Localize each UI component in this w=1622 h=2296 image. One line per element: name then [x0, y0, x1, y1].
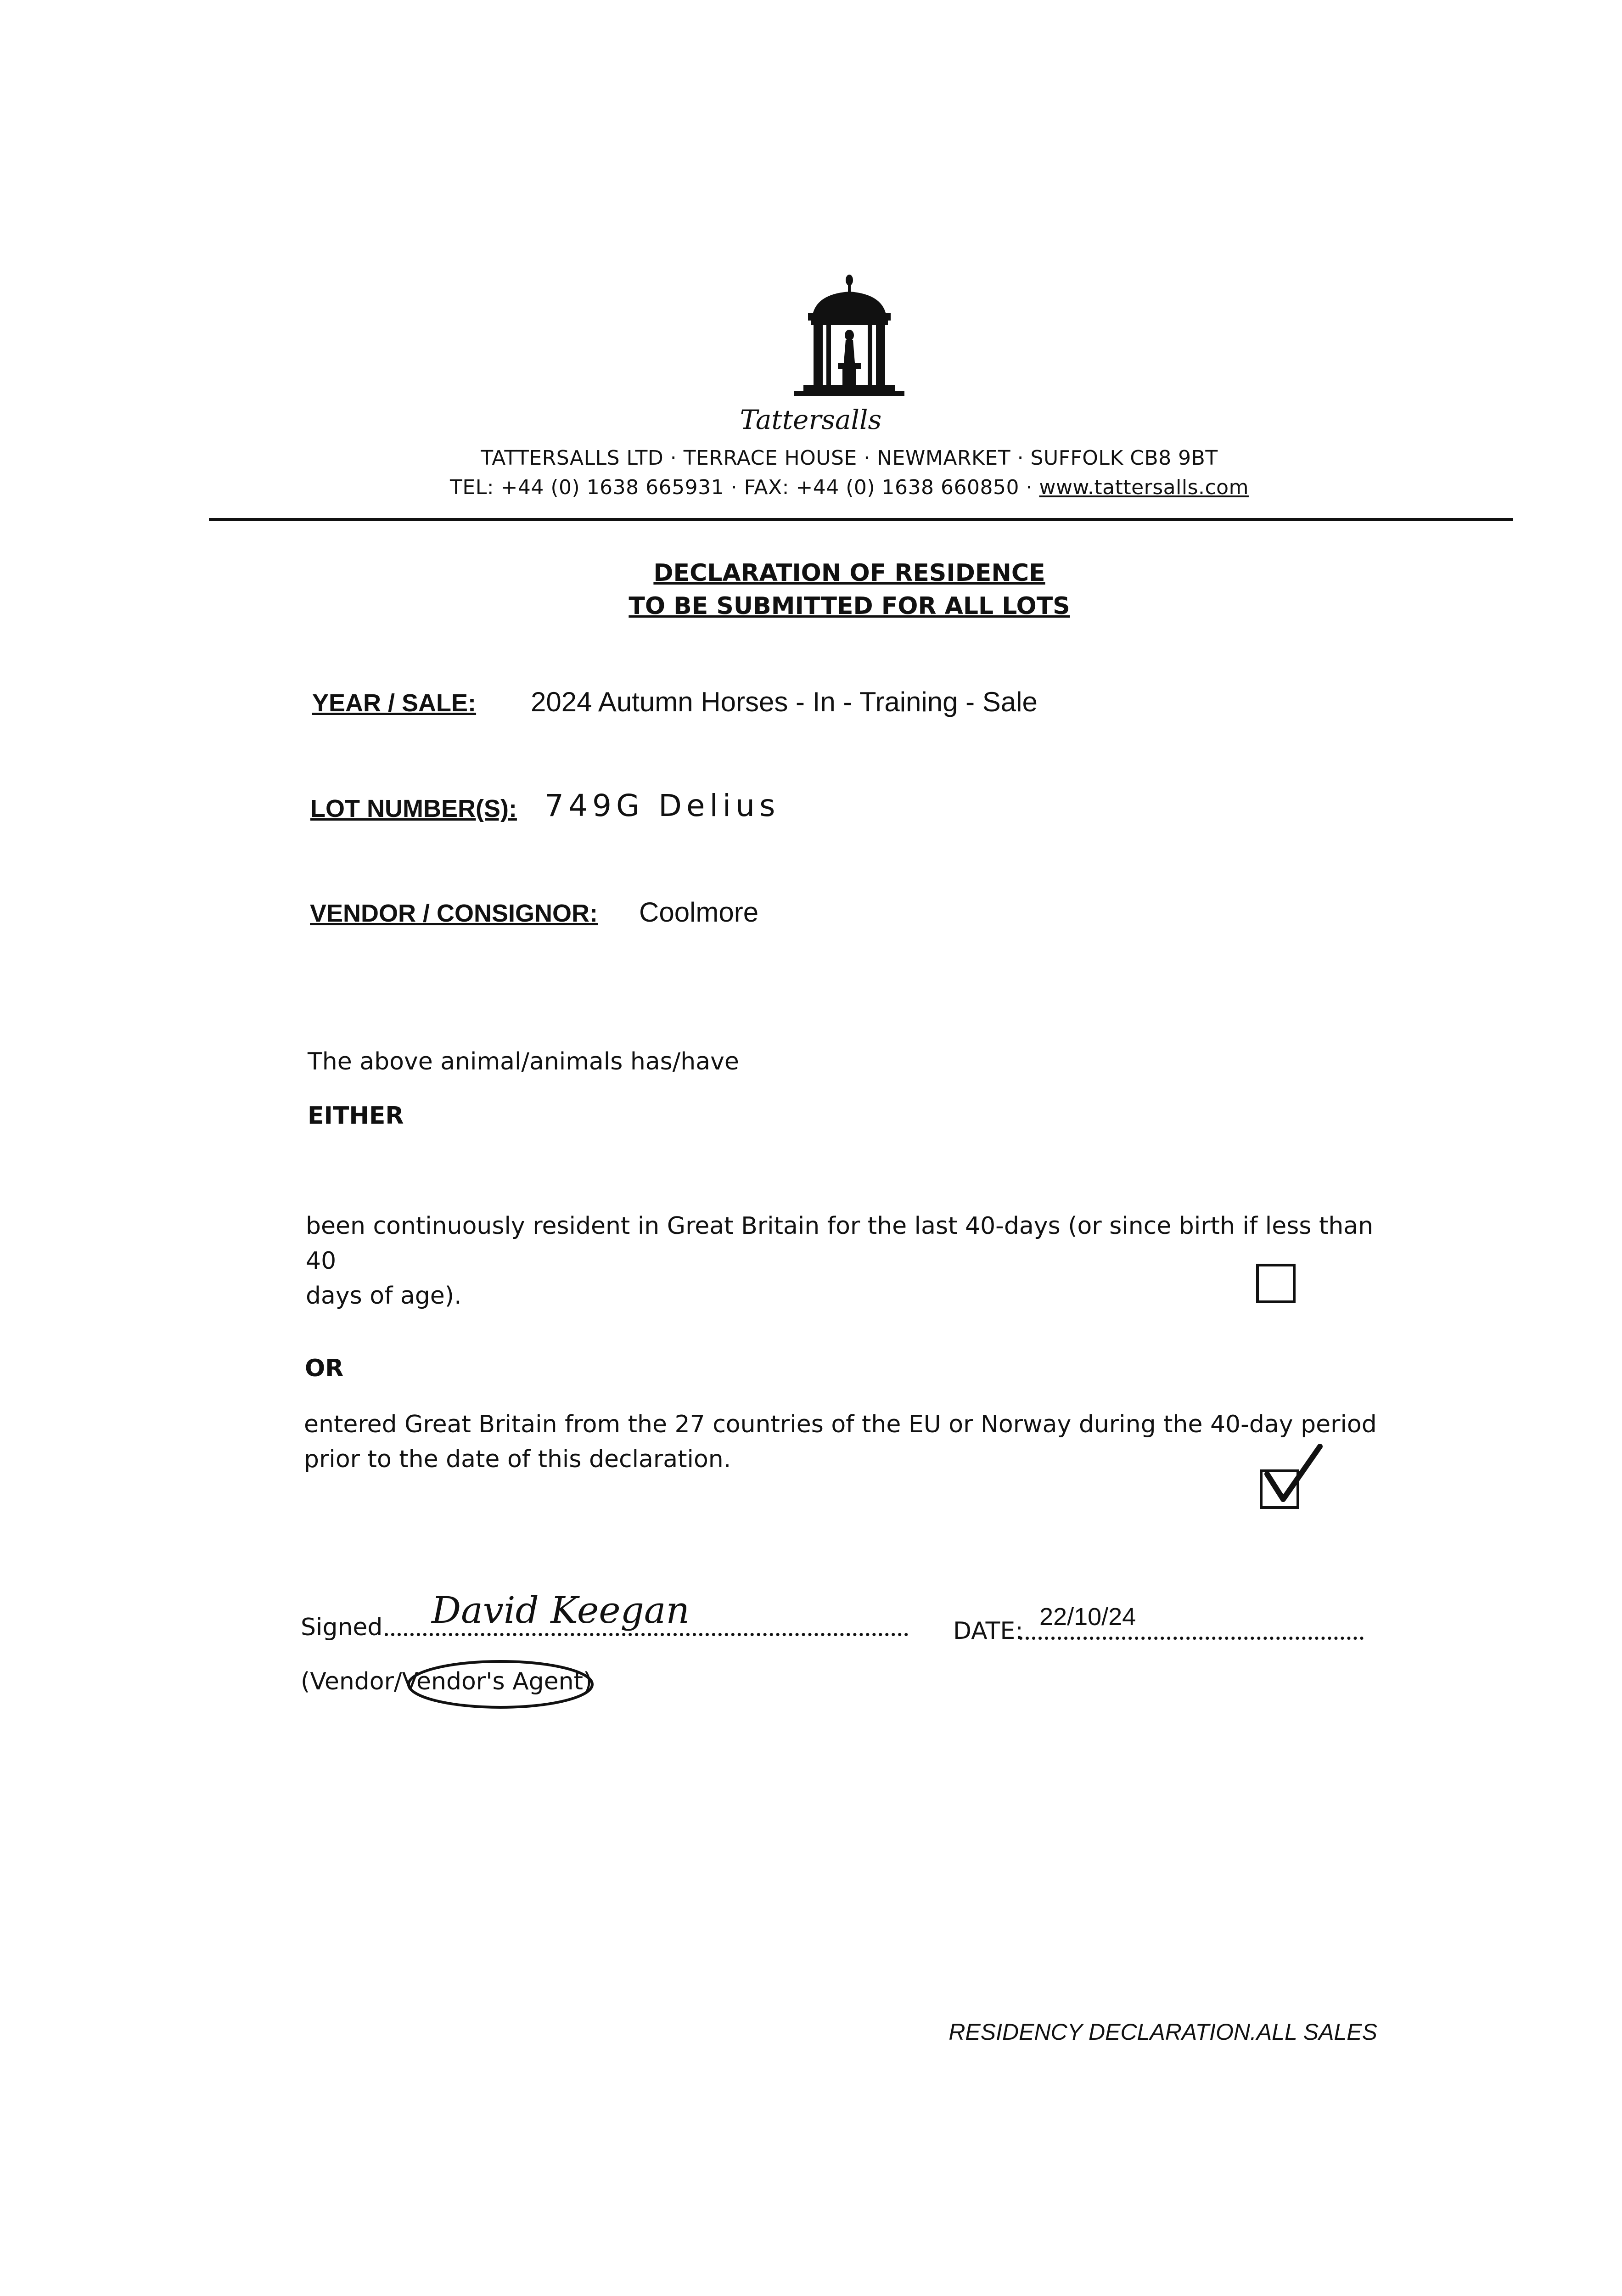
form-title: DECLARATION OF RESIDENCE	[653, 559, 1045, 587]
signature: David Keegan	[432, 1589, 690, 1632]
option1-text	[306, 1209, 1408, 1313]
vendor-label: VENDOR / CONSIGNOR:	[310, 900, 598, 927]
date-value: 22/10/24	[1039, 1603, 1136, 1631]
option2-line2: prior to the date of this declaration.	[304, 1446, 731, 1473]
contact-phone-fax: TEL: +44 (0) 1638 665931 · FAX: +44 (0) 1638 660850 ·	[450, 476, 1033, 499]
signature-line	[385, 1633, 908, 1636]
role-circle-annotation	[399, 1651, 601, 1720]
either-heading: EITHER	[308, 1102, 404, 1130]
option1-checkbox[interactable]	[1256, 1264, 1296, 1303]
lot-number-label: LOT NUMBER(S):	[310, 795, 517, 822]
date-line	[1019, 1637, 1364, 1640]
year-sale-label: YEAR / SALE:	[312, 689, 477, 717]
address-line: TATTERSALLS LTD · TERRACE HOUSE · NEWMARKET · SUFFOLK CB8 9BT	[481, 446, 1218, 470]
option1-line1: been continuously resident in Great Britain for the last 40-days (or since birth if less than 40	[306, 1212, 1374, 1275]
header-rule	[209, 518, 1513, 521]
vendor-value: Coolmore	[639, 897, 759, 928]
signer-role: (Vendor/Vendor's Agent)	[301, 1668, 593, 1695]
statement-intro: The above animal/animals has/have	[308, 1048, 739, 1075]
lot-number-value: 749G Delius	[544, 788, 780, 823]
tattersalls-logo	[780, 271, 918, 409]
year-sale-value: 2024 Autumn Horses - In - Training - Sale	[531, 687, 1038, 717]
form-footer: RESIDENCY DECLARATION.ALL SALES	[949, 2019, 1377, 2045]
option2-text	[304, 1407, 1406, 1477]
or-heading: OR	[305, 1355, 344, 1382]
option1-line2: days of age).	[306, 1282, 462, 1310]
contact-line	[0, 476, 1622, 499]
checkmark-icon	[1258, 1442, 1327, 1511]
website-link[interactable]: www.tattersalls.com	[1039, 476, 1249, 499]
option2-line1: entered Great Britain from the 27 countries of the EU or Norway during the 40-day period	[304, 1411, 1377, 1438]
date-label: DATE:	[953, 1617, 1023, 1645]
brand-name: Tattersalls	[740, 404, 882, 435]
signed-label: Signed	[301, 1614, 383, 1641]
form-subtitle: TO BE SUBMITTED FOR ALL LOTS	[629, 592, 1070, 620]
